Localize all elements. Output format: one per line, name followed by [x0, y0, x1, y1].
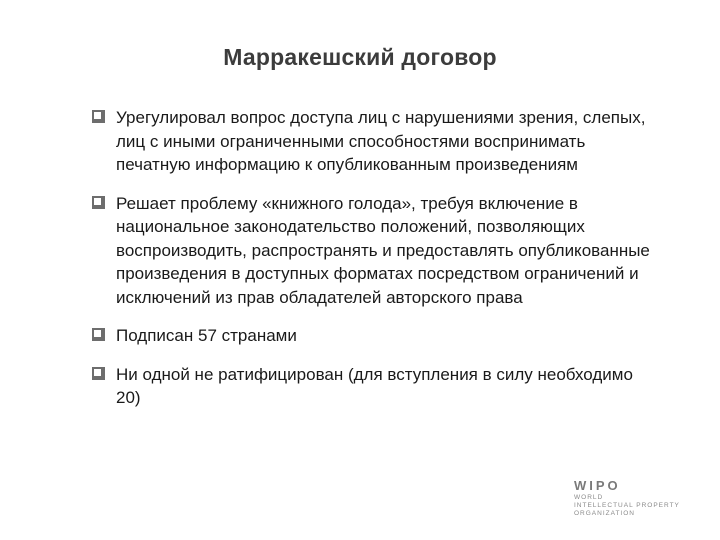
bullet-text: Урегулировал вопрос доступа лиц с нарушениями зрения, слепых, лиц с иными ограниченными способностями воспринимать печатную информацию к опубликованным произведениям — [116, 108, 646, 174]
logo-line-2: INTELLECTUAL PROPERTY — [574, 502, 680, 509]
logo-line-3: ORGANIZATION — [574, 510, 635, 517]
bullet-list — [92, 106, 652, 410]
square-bullet-icon — [92, 367, 105, 380]
square-bullet-icon — [92, 328, 105, 341]
bullet-item — [92, 106, 652, 177]
bullet-item — [92, 363, 652, 410]
bullet-item — [92, 192, 652, 310]
wipo-logo — [574, 478, 694, 520]
bullet-text: Ни одной не ратифицирован (для вступления в силу необходимо 20) — [116, 364, 633, 407]
square-bullet-icon — [92, 196, 105, 209]
logo-line-1: WORLD — [574, 494, 604, 501]
bullet-text: Подписан 57 странами — [116, 326, 297, 345]
slide-title: Марракешский договор — [223, 44, 497, 70]
bullet-item — [92, 324, 652, 348]
logo-wordmark: WIPO — [574, 478, 621, 493]
bullet-text: Решает проблему «книжного голода», требуя включение в национальное законодательство положений, позволяющих воспроизводить, распространять и предоставлять опубликованные произведения в доступных форматах посредством ограничений и исключений из прав обладателей авторского права — [116, 193, 650, 307]
square-bullet-icon — [92, 110, 105, 123]
